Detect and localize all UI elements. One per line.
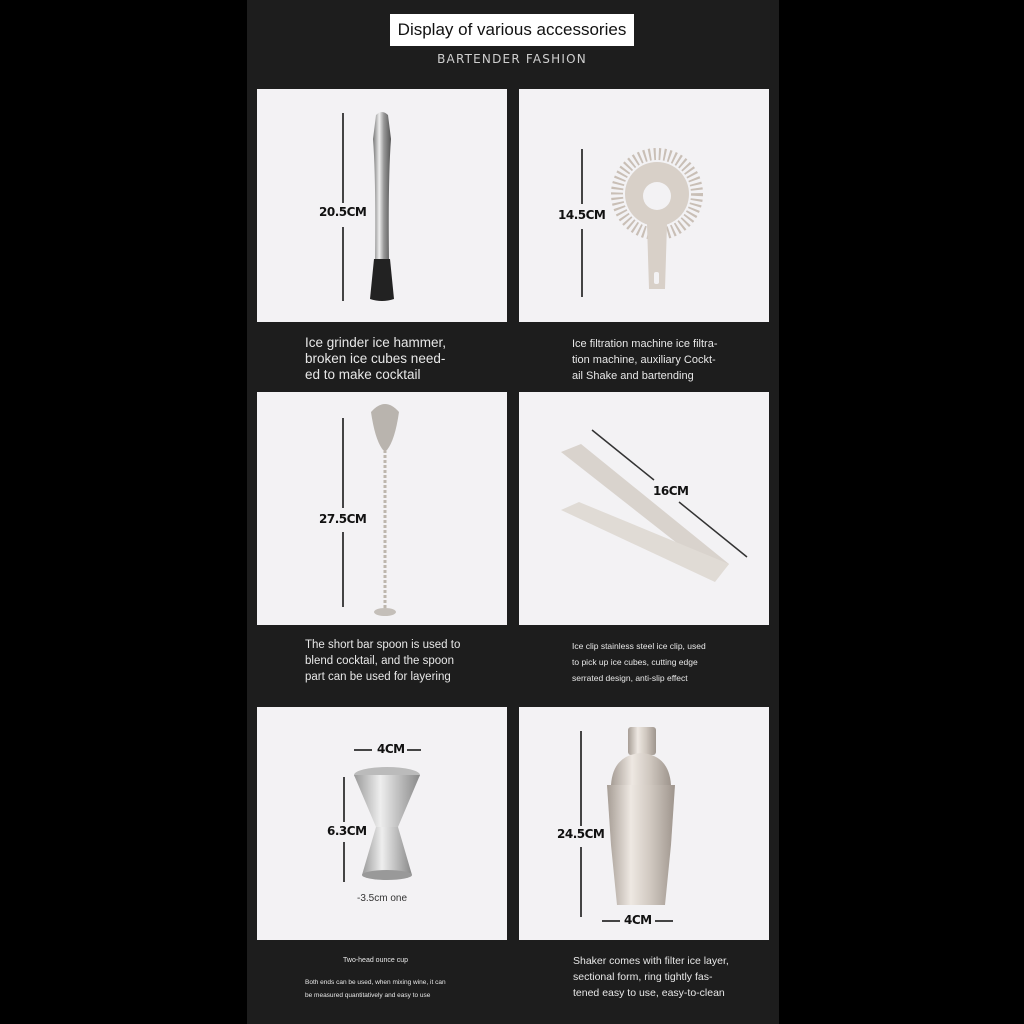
product-card-bar-spoon	[257, 392, 507, 625]
ice-tongs-image	[519, 392, 769, 625]
dimension-line	[581, 229, 583, 297]
product-description-ice-tongs	[572, 638, 706, 686]
description-line: Both ends can be used, when mixing wine, it can	[305, 979, 446, 986]
dimension-line	[342, 227, 344, 301]
dimension-label-height: 6.3CM	[327, 824, 367, 838]
dimension-label-height: 24.5CM	[557, 827, 605, 841]
jigger-image	[352, 765, 422, 885]
dimension-label: 16CM	[653, 484, 689, 498]
dimension-line	[343, 842, 345, 882]
product-caption-jigger: Two-head ounce cup	[343, 957, 408, 964]
dimension-line	[655, 920, 673, 922]
description-line: tened easy to use, easy-to-clean	[573, 987, 725, 999]
description-line: The short bar spoon is used to	[305, 639, 461, 651]
description-line: to pick up ice cubes, cutting edge	[572, 657, 698, 667]
product-description-strainer	[572, 336, 718, 384]
bar-spoon-image	[365, 400, 405, 622]
page-subtitle: BARTENDER FASHION	[437, 52, 587, 66]
description-line: Ice filtration machine ice filtra-	[572, 338, 718, 350]
description-line: sectional form, ring tightly fas-	[573, 971, 713, 983]
description-line: Shaker comes with filter ice layer,	[573, 955, 729, 967]
description-line: serrated design, anti-slip effect	[572, 673, 688, 683]
dimension-label: 27.5CM	[319, 512, 367, 526]
page-title-box	[390, 14, 634, 46]
description-line: be measured quantitatively and easy to use	[305, 992, 431, 999]
page-title: Display of various accessories	[397, 20, 627, 39]
description-line: broken ice cubes need-	[305, 351, 446, 366]
description-line: Ice clip stainless steel ice clip, used	[572, 641, 706, 651]
dimension-line	[407, 749, 421, 751]
dimension-line	[342, 532, 344, 607]
dimension-label: 14.5CM	[558, 208, 606, 222]
strainer-image	[607, 144, 707, 294]
product-description-bar-spoon	[305, 637, 460, 685]
product-card-shaker	[519, 707, 769, 940]
dimension-line	[342, 113, 344, 203]
product-card-muddler	[257, 89, 507, 322]
product-card-ice-tongs	[519, 392, 769, 625]
dimension-label-width: 4CM	[377, 742, 405, 756]
dimension-label: 20.5CM	[319, 205, 367, 219]
dimension-line	[580, 731, 582, 826]
dimension-line	[354, 749, 372, 751]
dimension-line	[581, 149, 583, 204]
dimension-label-width: 4CM	[624, 913, 652, 927]
product-card-jigger	[257, 707, 507, 940]
dimension-label-base: -3.5cm one	[357, 893, 408, 904]
description-line: ed to make cocktail	[305, 367, 421, 382]
dimension-line	[580, 847, 582, 917]
product-description-muddler	[305, 335, 446, 383]
shaker-image	[601, 725, 681, 911]
description-line: part can be used for layering	[305, 671, 451, 683]
description-line: blend cocktail, and the spoon	[305, 655, 454, 667]
product-description-jigger	[305, 976, 446, 1002]
description-line: ail Shake and bartending	[572, 370, 694, 382]
dimension-line	[343, 777, 345, 822]
dimension-line	[602, 920, 620, 922]
product-card-strainer	[519, 89, 769, 322]
description-line: tion machine, auxiliary Cockt-	[572, 354, 716, 366]
description-line: Ice grinder ice hammer,	[305, 335, 447, 350]
dimension-line	[342, 418, 344, 508]
product-description-shaker	[573, 953, 729, 1001]
muddler-image	[362, 109, 402, 305]
